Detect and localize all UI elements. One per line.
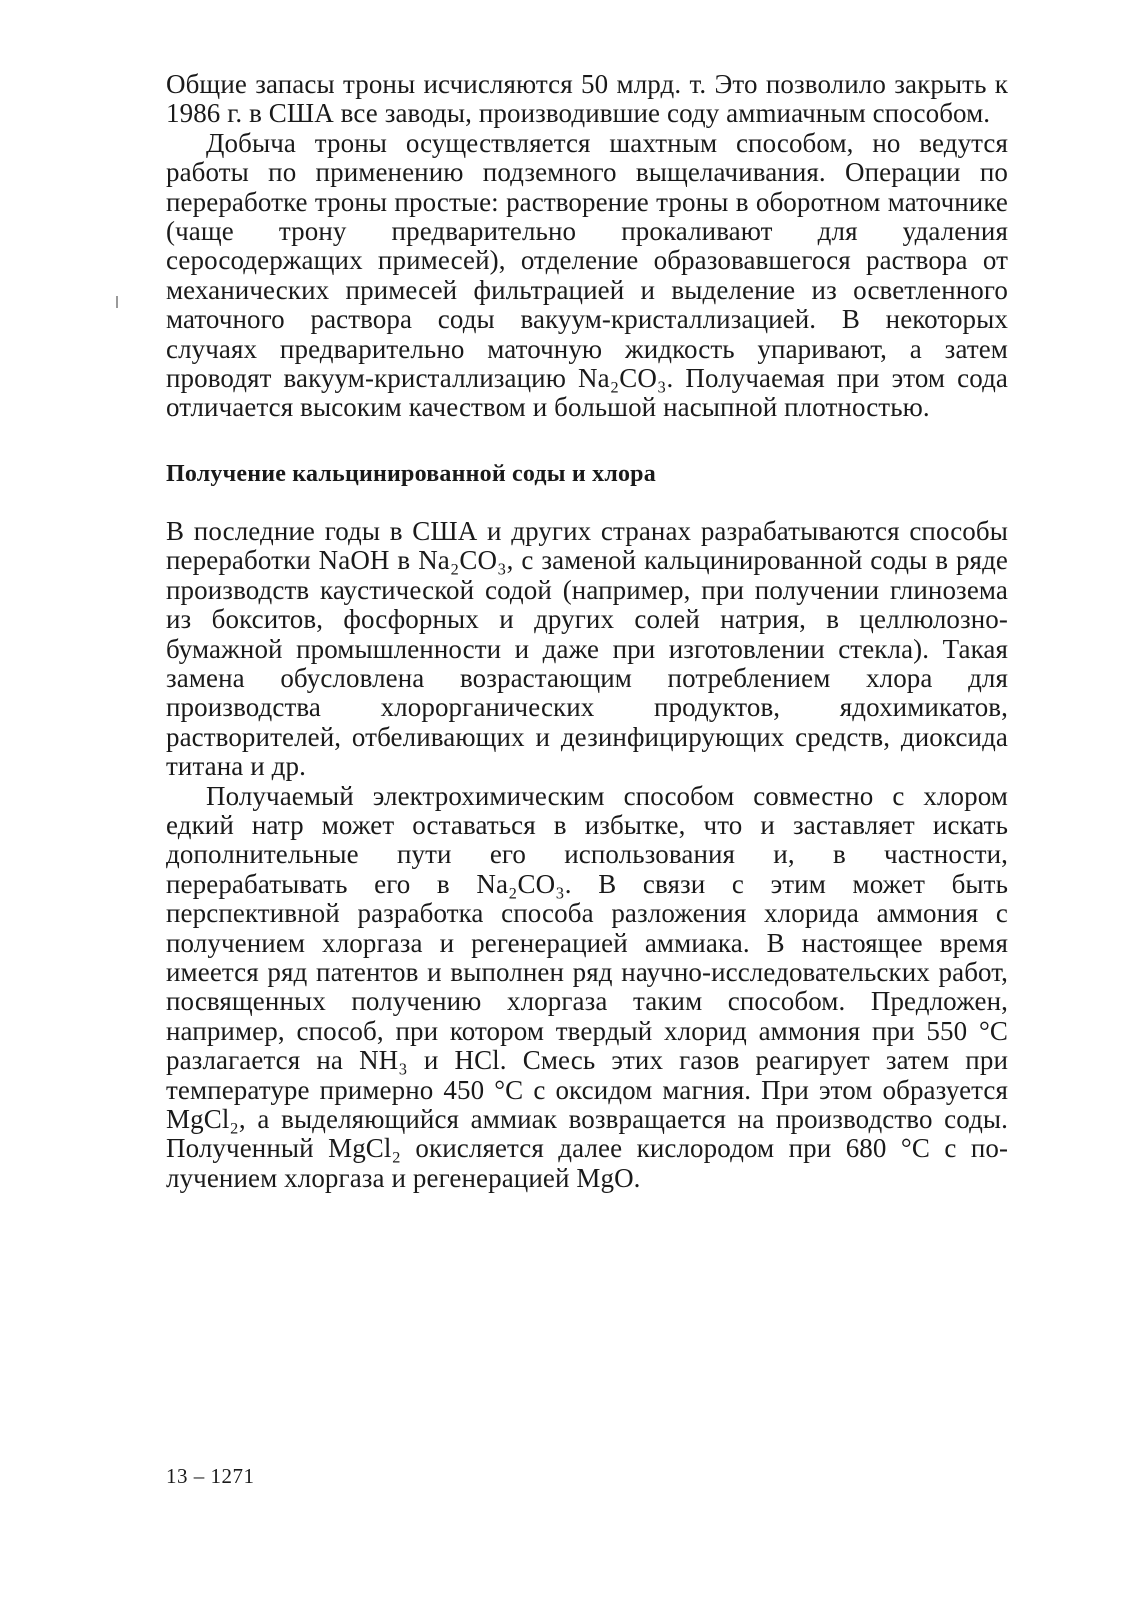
paragraph-naoh-conversion: В последние годы в США и других странах разрабатываются способы переработки NaOH в Na₂CO₃, с заменой кальцинированной соды в ряде производств каустической содой (например, при получении глинозема из бокситов, фосфорных и других солей натрия, в целлюлозно-бумажной промышленности и даже при изготовлении стекла). Такая замена обусловлена возрастающим потреблением хлора для производства хлорорганических продуктов, ядохимикатов, растворителей, отбеливающих и дезинфицирующих средств, диоксида титана и др.: [166, 515, 1008, 782]
signature-mark: 13 – 1271: [166, 1464, 255, 1488]
section-heading: Получение кальцинированной соды и хлора: [166, 460, 656, 487]
paragraph-chlorine-process: Получаемый электрохимическим способом совместно с хлором едкий натр может оставаться в избытке, что и заставляет искать дополнительные пути его использования и, в частности, перерабатывать его в Na₂CO₃. В связи с этим может быть перспективной разработка способа разложения хлорида аммония с получением хлоргаза и регенерацией аммиака. В настоящее время имеется ряд патентов и выполнен ряд научно-исследовательских работ, посвященных получению хлоргаза таким способом. Предложен, например, способ, при котором твердый хлорид аммония при 550 °C разлагается на NH₃ и HCl. Смесь этих газов реагирует затем при температуре примерно 450 °C с оксидом магния. При этом образуется MgCl₂, а выделяющийся аммиак возвращается на производство соды. Полученный MgCl₂ окисляется далее кислородом при 680 °C с получением хлоргаза и регенерацией MgO.: [166, 780, 1008, 1193]
paragraph-reserves: Общие запасы троны исчисляются 50 млрд. т. Это позволило закрыть к 1986 г. в США все заводы, производившие соду амmиачным способом.: [166, 69, 1008, 129]
margin-speck: [116, 296, 118, 308]
page-body: [166, 70, 1008, 1193]
paragraph-mining: Добыча троны осуществляется шахтным способом, но ведутся работы по применению подземного выщелачивания. Операции по переработке троны простые: растворение троны в оборотном маточнике (чаще трону предварительно прокаливают для удаления серосодержащих примесей), отделение образовавшегося раствора от механических примесей фильтрацией и выделение из осветленного маточного раствора соды вакуум-кристаллизацией. В некоторых случаях предварительно маточную жидкость упаривают, а затем проводят вакуум-кристаллизацию Na₂CO₃. Получаемая при этом сода отличается высоким качеством и большой насыпной плотностью.: [166, 127, 1008, 423]
